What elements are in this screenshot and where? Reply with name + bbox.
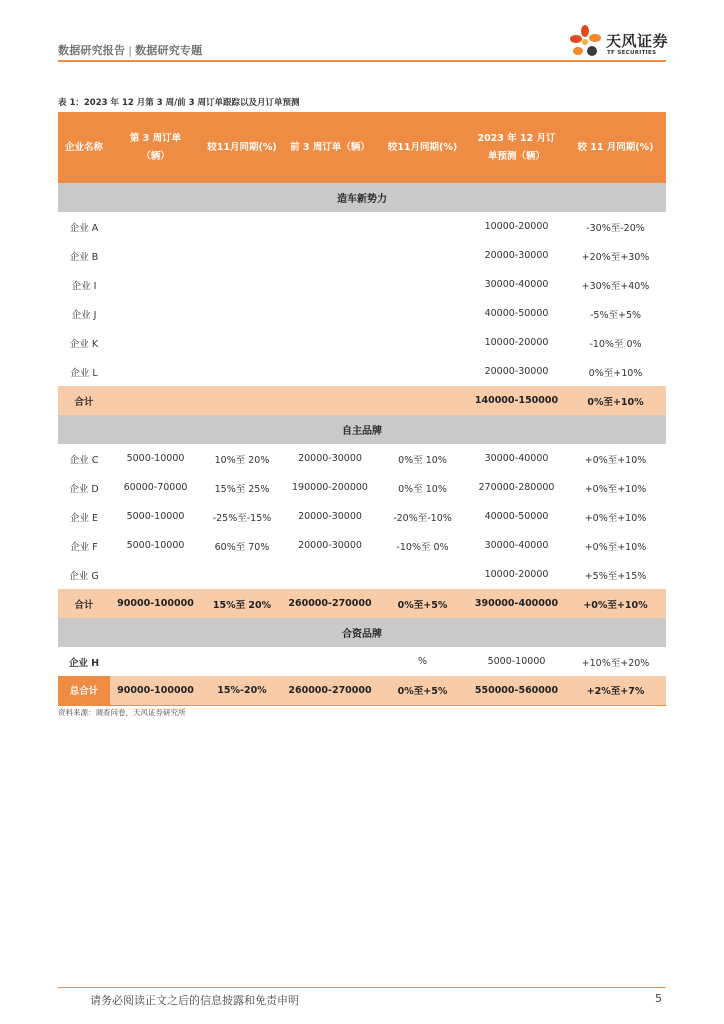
cell-company: 企业 I (71, 280, 97, 292)
table-cell: 60000-70000 (123, 482, 188, 493)
cell-company: 企业 B (69, 251, 99, 263)
table-row (58, 473, 666, 502)
table-cell: -25%至-15% (212, 512, 272, 524)
data-source-note: 资料来源：调查问卷，天风证券研究所 (58, 708, 186, 717)
table-cell (377, 328, 468, 357)
table-cell: 20000-30000 (298, 540, 362, 551)
header-forecast-yoy (565, 112, 666, 183)
table-cell: 20000-30000 (484, 366, 549, 377)
table-cell: 260000-270000 (283, 676, 377, 705)
header-week3-yoy-label: 较11月同期(%) (207, 141, 277, 153)
table-cell: 550000-560000 (468, 676, 565, 705)
cell-company: 企业 K (69, 338, 99, 350)
table-cell: -20%至-10% (393, 512, 452, 524)
table-cell: 90000-100000 (110, 589, 201, 618)
table-row (58, 328, 666, 357)
table-row (58, 531, 666, 560)
report-topic: 数据研究专题 (135, 44, 203, 57)
header-first3-yoy (377, 112, 468, 183)
cell-company: 企业 G (69, 570, 99, 582)
table-row (58, 299, 666, 328)
subtotal-row (58, 386, 666, 415)
report-type: 数据研究报告 (58, 44, 126, 57)
table-cell (201, 270, 283, 299)
table-row (58, 241, 666, 270)
table-cell (283, 299, 377, 328)
subtotal-row (58, 589, 666, 618)
cell-company: 企业 E (69, 512, 99, 524)
table-cell (110, 299, 201, 328)
footer-divider (58, 987, 666, 988)
section-header-row (58, 183, 666, 212)
table-cell (201, 647, 283, 676)
table-cell: -5%至+5% (589, 309, 642, 321)
table-cell (283, 357, 377, 386)
cell-company: 企业 F (70, 541, 98, 553)
cell-company: 总合计 (58, 676, 110, 705)
header-dec-forecast (468, 112, 565, 183)
table-cell: +10%至+20% (581, 657, 650, 669)
table-cell (110, 212, 201, 241)
table-cell: 5000-10000 (126, 511, 185, 522)
table-cell: -10%至 0% (396, 541, 449, 553)
cell-company: 企业 D (69, 483, 99, 495)
cell-company: 企业 C (69, 454, 99, 466)
table-cell (201, 386, 283, 415)
table-row (58, 647, 666, 676)
grand-total-row (58, 676, 666, 705)
table-cell: 20000-30000 (298, 511, 362, 522)
table-cell: 5000-10000 (126, 453, 185, 464)
header-first3-orders-label: 前 3 周订单（辆） (290, 141, 370, 153)
table-cell: 5000-10000 (487, 656, 546, 667)
disclaimer-notice: 请务必阅读正文之后的信息披露和免责申明 (90, 994, 299, 1007)
table-cell: 10%至 20% (214, 454, 270, 466)
table-cell: 10000-20000 (484, 337, 549, 348)
table-cell: 15%至 20% (201, 589, 283, 618)
table-cell (377, 241, 468, 270)
table-cell (201, 357, 283, 386)
table-cell (110, 560, 201, 589)
section-title: 合资品牌 (58, 618, 666, 647)
flower-logo-icon (568, 24, 604, 60)
table-row (58, 212, 666, 241)
table-cell (283, 560, 377, 589)
table-cell (110, 241, 201, 270)
table-cell (110, 357, 201, 386)
table-cell: +30%至+40% (581, 280, 650, 292)
table-cell (283, 270, 377, 299)
table-cell: 10000-20000 (484, 569, 549, 580)
table-cell: 60%至 70% (214, 541, 270, 553)
table-cell (110, 328, 201, 357)
table-cell: 270000-280000 (478, 482, 555, 493)
section-header-row (58, 415, 666, 444)
table-cell: 30000-40000 (484, 540, 549, 551)
table-cell: 40000-50000 (484, 308, 549, 319)
table-cell (201, 241, 283, 270)
table-cell (377, 299, 468, 328)
logo-english-name: TF SECURITIES (607, 50, 657, 56)
page-number: 5 (655, 992, 662, 1005)
table-row (58, 270, 666, 299)
table-cell: 90000-100000 (110, 676, 201, 705)
table-cell: +0%至+10% (584, 454, 647, 466)
section-header-row (58, 618, 666, 647)
header-company-label: 企业名称 (64, 141, 103, 153)
header-week3-orders (110, 112, 201, 183)
table-cell: +0%至+10% (584, 512, 647, 524)
table-cell: 10000-20000 (484, 221, 549, 232)
cell-company: 企业 H (68, 657, 100, 669)
header-week3-yoy (201, 112, 283, 183)
table-cell (283, 212, 377, 241)
logo-chinese-name: 天风证券 (606, 32, 669, 50)
table-cell: -10%至 0% (589, 338, 642, 350)
table-cell: +20%至+30% (581, 251, 650, 263)
table-cell: 0%至+10% (588, 367, 643, 379)
cell-company: 合计 (58, 589, 110, 618)
header-dec-forecast-label: 2023 年 12 月订单预测（辆） (477, 132, 556, 162)
table-cell: +5%至+15% (584, 570, 647, 582)
table-cell: 390000-400000 (468, 589, 565, 618)
table-header-row (58, 112, 666, 183)
table-cell: 40000-50000 (484, 511, 549, 522)
table-cell: 260000-270000 (283, 589, 377, 618)
report-header (58, 42, 202, 58)
table-cell (110, 386, 201, 415)
table-cell (283, 647, 377, 676)
table-cell: 190000-200000 (292, 482, 368, 493)
table-cell (377, 357, 468, 386)
section-title: 造车新势力 (58, 183, 666, 212)
table-cell: 30000-40000 (484, 453, 549, 464)
table-cell (283, 241, 377, 270)
table-cell: 15%-20% (201, 676, 283, 705)
table-cell: +2%至+7% (565, 676, 666, 705)
table-cell: 0%至 10% (398, 483, 447, 495)
header-first3-orders (283, 112, 377, 183)
header-week3-orders-label: 第 3 周订单（辆） (129, 132, 182, 162)
table-caption: 表 1：2023 年 12 月第 3 周/前 3 周订单跟踪以及月订单预测 (58, 98, 300, 108)
table-cell: 20000-30000 (484, 250, 549, 261)
header-separator: | (128, 44, 133, 57)
order-tracking-table (58, 112, 666, 706)
table-cell (377, 212, 468, 241)
table-cell (283, 328, 377, 357)
table-row (58, 357, 666, 386)
table-cell: +0%至+10% (584, 483, 647, 495)
table-cell (110, 270, 201, 299)
tf-securities-logo (568, 24, 672, 60)
cell-company: 企业 L (70, 367, 98, 379)
header-divider (58, 60, 666, 62)
table-cell: -30%至-20% (586, 222, 645, 234)
header-forecast-yoy-label: 较 11 月同期(%) (577, 141, 654, 153)
table-cell: 0%至+5% (377, 676, 468, 705)
table-cell: 0%至 10% (398, 454, 447, 466)
table-cell (377, 560, 468, 589)
section-title: 自主品牌 (58, 415, 666, 444)
table-cell: +0%至+10% (584, 541, 647, 553)
table-cell (201, 212, 283, 241)
table-cell (110, 647, 201, 676)
table-cell (201, 328, 283, 357)
table-cell (201, 299, 283, 328)
table-cell: % (417, 656, 428, 667)
table-cell: +0%至+10% (565, 589, 666, 618)
header-first3-yoy-label: 较11月同期(%) (387, 141, 458, 153)
table-cell: 0%至+10% (565, 386, 666, 415)
table-cell (377, 270, 468, 299)
table-cell: 15%至 25% (214, 483, 270, 495)
cell-company: 合计 (58, 386, 110, 415)
table-cell: 140000-150000 (468, 386, 565, 415)
table-cell (377, 386, 468, 415)
table-row (58, 502, 666, 531)
cell-company: 企业 J (71, 309, 97, 321)
table-cell: 5000-10000 (126, 540, 185, 551)
table-cell: 20000-30000 (298, 453, 362, 464)
table-cell: 0%至+5% (377, 589, 468, 618)
table-cell (283, 386, 377, 415)
table-row (58, 444, 666, 473)
table-row (58, 560, 666, 589)
table-cell (201, 560, 283, 589)
table-cell: 30000-40000 (484, 279, 549, 290)
header-company (58, 112, 110, 183)
cell-company: 企业 A (69, 222, 99, 234)
